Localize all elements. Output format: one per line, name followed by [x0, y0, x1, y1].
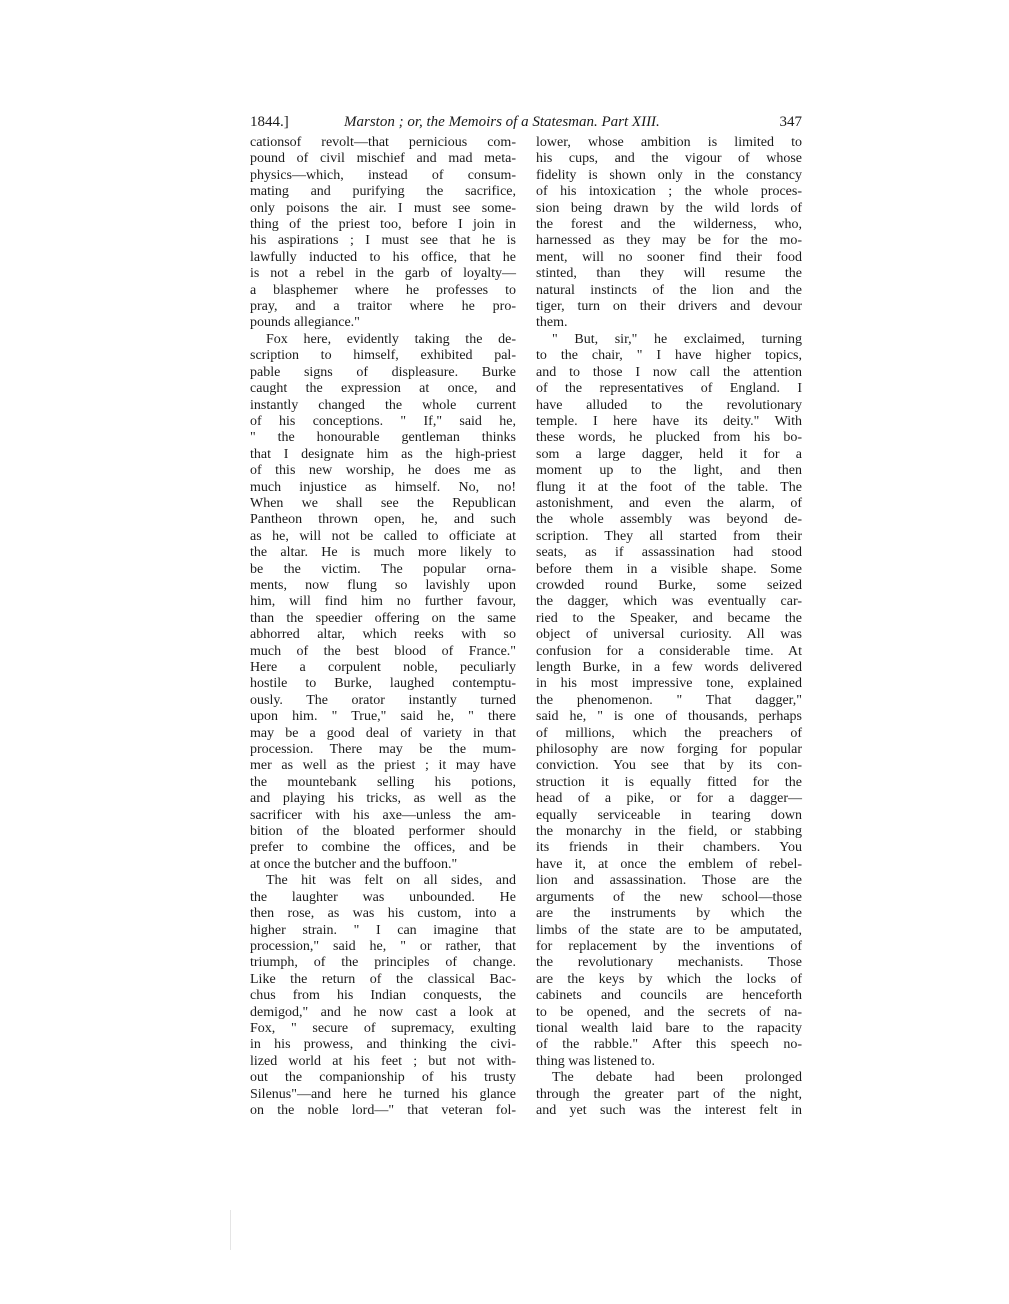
text-line: scription to himself, exhibited pal- — [250, 348, 516, 364]
header-title: Marston ; or, the Memoirs of a Statesman. Part XIII. — [344, 114, 660, 130]
text-line: procession. There may be the mum- — [250, 742, 516, 758]
text-line: only poisons the air. I must see some- — [250, 200, 516, 216]
text-line: that I designate him as the high-priest — [250, 446, 516, 462]
text-line: physics—which, instead of consum- — [250, 167, 516, 183]
text-line: Here a corpulent noble, peculiarly — [250, 660, 516, 675]
text-line: ried to the Speaker, and became the — [536, 610, 802, 626]
text-line: the whole assembly was beyond de- — [536, 512, 802, 528]
text-line: struction it is equally fitted for the — [536, 774, 802, 790]
text-line: Fox here, evidently taking the de- — [266, 331, 516, 347]
text-line: mating and purifying the sacrifice, — [250, 184, 516, 200]
header-year: 1844.] — [250, 114, 289, 130]
text-line: cationsof revolt—that pernicious com- — [250, 135, 516, 150]
text-line: the laughter was unbounded. He — [250, 889, 516, 905]
text-line: equally serviceable in tearing down — [536, 807, 802, 823]
text-line: temple. I here have its deity." With — [536, 413, 802, 429]
text-line: triumph, of the principles of change. — [250, 955, 516, 971]
text-line: conviction. You see that by its con- — [536, 758, 802, 774]
text-line: to the chair, " I have higher topics, — [536, 348, 802, 364]
text-line: in his prowess, and thinking the civi- — [250, 1037, 516, 1053]
text-line: said he, " is one of thousands, perhaps — [536, 709, 802, 725]
text-line: chus from his Indian conquests, the — [250, 988, 516, 1004]
text-line: his aspirations ; I must see that he is — [250, 233, 516, 249]
text-line: mer as well as the priest ; it may have — [250, 758, 516, 774]
text-line: on the noble lord—" that veteran fol- — [250, 1102, 516, 1118]
page-number: 347 — [779, 114, 802, 130]
text-line: and playing his tricks, as well as the — [250, 791, 516, 807]
scan-mark — [230, 1210, 231, 1250]
text-line: length Burke, in a few words delivered — [536, 660, 802, 675]
text-line: crowded round Burke, some seized — [536, 577, 802, 593]
text-line: limbs of the state are to be amputated, — [536, 922, 802, 938]
text-line: caught the expression at once, and — [250, 381, 516, 397]
text-line: much injustice as himself. No, no! — [250, 479, 516, 495]
text-line: ously. The orator instantly turned — [250, 692, 516, 708]
text-line: of millions, which the preachers of — [536, 725, 802, 741]
text-line: abhorred altar, which reeks with so — [250, 627, 516, 643]
text-line: lawfully inducted to his office, that he — [250, 249, 516, 265]
text-line: The hit was felt on all sides, and — [266, 873, 516, 889]
text-line: of this new worship, he does me as — [250, 463, 516, 479]
text-line: stinted, than they will resume the — [536, 266, 802, 282]
text-line: be the victim. The popular orna- — [250, 561, 516, 577]
text-line: instantly changed the whole current — [250, 397, 516, 413]
text-line: philosophy are now forging for popular — [536, 742, 802, 758]
text-line: the revolutionary mechanists. Those — [536, 955, 802, 971]
text-line: of the representatives of England. I — [536, 381, 802, 397]
text-line: out the companionship of his trusty — [250, 1070, 516, 1086]
text-line: as he, will not be called to officiate at — [250, 528, 516, 544]
text-line: tiger, turn on their drivers and devour — [536, 299, 802, 315]
text-line: are the instruments by which the — [536, 906, 802, 922]
text-line: When we shall see the Republican — [250, 495, 516, 511]
text-line: ments, now flung so lavishly upon — [250, 577, 516, 593]
text-line: in his most impressive tone, explained — [536, 676, 802, 692]
text-line: pable signs of displeasure. Burke — [250, 364, 516, 380]
text-line: have alluded to the revolutionary — [536, 397, 802, 413]
text-line: seats, as if assassination had stood — [536, 545, 802, 561]
text-line: Silenus"—and here he turned his glance — [250, 1086, 516, 1102]
text-line: bition of the bloated performer should — [250, 824, 516, 840]
right-column — [536, 135, 802, 1119]
text-line: these words, he plucked from his bo- — [536, 430, 802, 446]
text-line: are the keys by which the locks of — [536, 971, 802, 987]
text-line: the phenomenon. " That dagger," — [536, 692, 802, 708]
text-line: pounds allegiance." — [250, 315, 360, 331]
text-line: lion and assassination. Those are the — [536, 873, 802, 889]
text-line: scription. They all started from their — [536, 528, 802, 544]
text-line: " But, sir," he exclaimed, turning — [552, 331, 802, 347]
text-line: tional wealth laid bare to the rapacity — [536, 1020, 802, 1036]
text-line: " the honourable gentleman thinks — [250, 430, 516, 446]
text-line: his cups, and the vigour of whose — [536, 151, 802, 167]
text-line: upon him. " True," said he, " there — [250, 709, 516, 725]
left-column — [250, 135, 516, 1119]
text-line: the altar. He is much more likely to — [250, 545, 516, 561]
text-line: lized world at his feet ; but not with- — [250, 1053, 516, 1069]
text-line: then rose, as was his custom, into a — [250, 906, 516, 922]
text-line: the dagger, which was eventually car- — [536, 594, 802, 610]
text-line: flung it at the foot of the table. The — [536, 479, 802, 495]
text-line: pound of civil mischief and mad meta- — [250, 151, 516, 167]
text-line: Like the return of the classical Bac- — [250, 971, 516, 987]
text-line: and yet such was the interest felt in — [536, 1102, 802, 1118]
text-line: object of universal curiosity. All was — [536, 627, 802, 643]
text-line: its friends in their chambers. You — [536, 840, 802, 856]
text-line: him, will find him no further favour, — [250, 594, 516, 610]
text-line: the forest and the wilderness, who, — [536, 217, 802, 233]
text-line: thing was listened to. — [536, 1053, 655, 1069]
text-line: of his intoxication ; the whole proces- — [536, 184, 802, 200]
text-line: arguments of the new school—those — [536, 889, 802, 905]
text-line: head of a pike, or for a dagger— — [536, 791, 802, 807]
text-line: Fox, " secure of supremacy, exulting — [250, 1020, 516, 1036]
text-line: have it, at once the emblem of rebel- — [536, 856, 802, 872]
text-line: Pantheon thrown open, he, and such — [250, 512, 516, 528]
text-line: much of the best blood of France." — [250, 643, 516, 659]
text-line: The debate had been prolonged — [552, 1070, 802, 1086]
text-line: demigod," and he now cast a look at — [250, 1004, 516, 1020]
text-line: the mountebank selling his potions, — [250, 774, 516, 790]
text-line: cabinets and councils are henceforth — [536, 988, 802, 1004]
text-line: through the greater part of the night, — [536, 1086, 802, 1102]
text-line: a blasphemer where he professes to — [250, 282, 516, 298]
text-line: them. — [536, 315, 568, 331]
text-line: thing of the priest too, before I join in — [250, 217, 516, 233]
text-line: natural instincts of the lion and the — [536, 282, 802, 298]
text-line: than the speedier offering on the same — [250, 610, 516, 626]
text-line: at once the butcher and the buffoon." — [250, 856, 458, 872]
text-line: may be a good deal of variety in that — [250, 725, 516, 741]
text-line: sacrificer with his axe—unless the am- — [250, 807, 516, 823]
text-line: fidelity is shown only in the constancy — [536, 167, 802, 183]
text-line: pray, and a traitor where he pro- — [250, 299, 516, 315]
text-line: hostile to Burke, laughed contemptu- — [250, 676, 516, 692]
text-line: ment, will no sooner find their food — [536, 249, 802, 265]
text-line: of the rabble." After this speech no- — [536, 1037, 802, 1053]
text-line: procession," said he, " or rather, that — [250, 938, 516, 954]
text-line: of his conceptions. " If," said he, — [250, 413, 516, 429]
text-line: harnessed as they may be for the mo- — [536, 233, 802, 249]
text-line: to be opened, and the secrets of na- — [536, 1004, 802, 1020]
text-line: and to those I now call the attention — [536, 364, 802, 380]
text-line: moment up to the light, and then — [536, 463, 802, 479]
text-line: the monarchy in the field, or stabbing — [536, 824, 802, 840]
text-line: sion being drawn by the wild lords of — [536, 200, 802, 216]
text-line: lower, whose ambition is limited to — [536, 135, 802, 150]
text-line: som a large dagger, held it for a — [536, 446, 802, 462]
text-line: confusion for a considerable time. At — [536, 643, 802, 659]
text-line: prefer to combine the offices, and be — [250, 840, 516, 856]
text-line: is not a rebel in the garb of loyalty— — [250, 266, 516, 282]
text-line: astonishment, and even the alarm, of — [536, 495, 802, 511]
text-line: before them in a visible shape. Some — [536, 561, 802, 577]
text-line: for replacement by the inventions of — [536, 938, 802, 954]
text-line: higher strain. " I can imagine that — [250, 922, 516, 938]
